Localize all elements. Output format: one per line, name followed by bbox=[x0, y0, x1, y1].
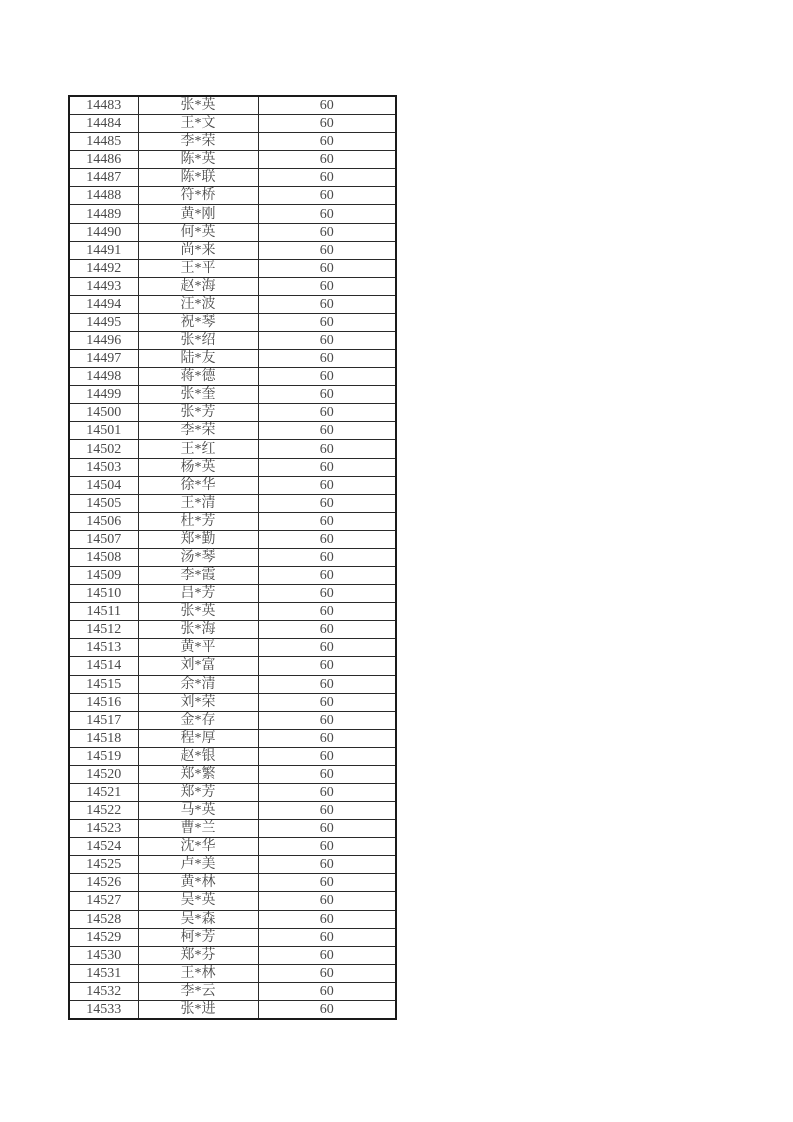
cell-score: 60 bbox=[258, 747, 396, 765]
cell-name: 王*清 bbox=[138, 494, 258, 512]
cell-id: 14524 bbox=[69, 838, 138, 856]
cell-score: 60 bbox=[258, 711, 396, 729]
cell-name: 郑*芳 bbox=[138, 783, 258, 801]
cell-score: 60 bbox=[258, 621, 396, 639]
cell-id: 14519 bbox=[69, 747, 138, 765]
cell-name: 王*林 bbox=[138, 964, 258, 982]
cell-id: 14532 bbox=[69, 982, 138, 1000]
cell-name: 张*进 bbox=[138, 1000, 258, 1019]
cell-id: 14517 bbox=[69, 711, 138, 729]
score-table-body bbox=[69, 96, 396, 1019]
cell-name: 李*荣 bbox=[138, 422, 258, 440]
cell-id: 14491 bbox=[69, 241, 138, 259]
cell-score: 60 bbox=[258, 241, 396, 259]
table-row bbox=[69, 422, 396, 440]
cell-score: 60 bbox=[258, 151, 396, 169]
cell-name: 李*云 bbox=[138, 982, 258, 1000]
cell-id: 14508 bbox=[69, 548, 138, 566]
table-row bbox=[69, 96, 396, 115]
table-row bbox=[69, 982, 396, 1000]
cell-id: 14523 bbox=[69, 820, 138, 838]
cell-id: 14512 bbox=[69, 621, 138, 639]
cell-score: 60 bbox=[258, 1000, 396, 1019]
table-row bbox=[69, 675, 396, 693]
cell-id: 14490 bbox=[69, 223, 138, 241]
table-row bbox=[69, 964, 396, 982]
cell-id: 14510 bbox=[69, 585, 138, 603]
cell-id: 14531 bbox=[69, 964, 138, 982]
table-row bbox=[69, 729, 396, 747]
table-row bbox=[69, 259, 396, 277]
cell-score: 60 bbox=[258, 765, 396, 783]
table-row bbox=[69, 657, 396, 675]
cell-id: 14533 bbox=[69, 1000, 138, 1019]
table-row bbox=[69, 820, 396, 838]
table-row bbox=[69, 585, 396, 603]
table-row bbox=[69, 802, 396, 820]
cell-id: 14505 bbox=[69, 494, 138, 512]
table-row bbox=[69, 476, 396, 494]
cell-score: 60 bbox=[258, 476, 396, 494]
table-row bbox=[69, 386, 396, 404]
cell-score: 60 bbox=[258, 603, 396, 621]
cell-id: 14513 bbox=[69, 639, 138, 657]
cell-id: 14526 bbox=[69, 874, 138, 892]
cell-id: 14528 bbox=[69, 910, 138, 928]
table-row bbox=[69, 711, 396, 729]
cell-score: 60 bbox=[258, 946, 396, 964]
cell-name: 金*存 bbox=[138, 711, 258, 729]
cell-name: 符*桥 bbox=[138, 187, 258, 205]
cell-score: 60 bbox=[258, 585, 396, 603]
cell-name: 陆*友 bbox=[138, 350, 258, 368]
cell-name: 李*霞 bbox=[138, 567, 258, 585]
table-row bbox=[69, 205, 396, 223]
table-row bbox=[69, 277, 396, 295]
cell-id: 14506 bbox=[69, 512, 138, 530]
cell-score: 60 bbox=[258, 783, 396, 801]
table-row bbox=[69, 313, 396, 331]
cell-id: 14507 bbox=[69, 530, 138, 548]
cell-id: 14483 bbox=[69, 96, 138, 115]
cell-score: 60 bbox=[258, 313, 396, 331]
cell-name: 吴*森 bbox=[138, 910, 258, 928]
cell-name: 郑*勤 bbox=[138, 530, 258, 548]
cell-score: 60 bbox=[258, 964, 396, 982]
cell-name: 尚*来 bbox=[138, 241, 258, 259]
cell-score: 60 bbox=[258, 838, 396, 856]
cell-id: 14502 bbox=[69, 440, 138, 458]
cell-score: 60 bbox=[258, 133, 396, 151]
cell-score: 60 bbox=[258, 115, 396, 133]
cell-name: 卢*美 bbox=[138, 856, 258, 874]
cell-name: 王*文 bbox=[138, 115, 258, 133]
cell-id: 14495 bbox=[69, 313, 138, 331]
cell-id: 14525 bbox=[69, 856, 138, 874]
cell-score: 60 bbox=[258, 657, 396, 675]
table-row bbox=[69, 530, 396, 548]
cell-name: 张*海 bbox=[138, 621, 258, 639]
cell-id: 14484 bbox=[69, 115, 138, 133]
cell-score: 60 bbox=[258, 530, 396, 548]
cell-name: 赵*银 bbox=[138, 747, 258, 765]
cell-id: 14499 bbox=[69, 386, 138, 404]
cell-name: 黄*刚 bbox=[138, 205, 258, 223]
table-row bbox=[69, 567, 396, 585]
table-row bbox=[69, 892, 396, 910]
cell-score: 60 bbox=[258, 205, 396, 223]
cell-id: 14496 bbox=[69, 332, 138, 350]
cell-score: 60 bbox=[258, 512, 396, 530]
cell-name: 吴*英 bbox=[138, 892, 258, 910]
cell-name: 沈*华 bbox=[138, 838, 258, 856]
cell-score: 60 bbox=[258, 223, 396, 241]
cell-score: 60 bbox=[258, 494, 396, 512]
table-row bbox=[69, 621, 396, 639]
cell-id: 14527 bbox=[69, 892, 138, 910]
cell-name: 陈*联 bbox=[138, 169, 258, 187]
table-row bbox=[69, 241, 396, 259]
cell-score: 60 bbox=[258, 639, 396, 657]
table-row bbox=[69, 151, 396, 169]
cell-name: 杜*芳 bbox=[138, 512, 258, 530]
cell-id: 14488 bbox=[69, 187, 138, 205]
cell-score: 60 bbox=[258, 440, 396, 458]
cell-score: 60 bbox=[258, 332, 396, 350]
cell-name: 何*英 bbox=[138, 223, 258, 241]
table-row bbox=[69, 693, 396, 711]
cell-score: 60 bbox=[258, 928, 396, 946]
table-row bbox=[69, 946, 396, 964]
cell-name: 程*厚 bbox=[138, 729, 258, 747]
cell-name: 汪*波 bbox=[138, 295, 258, 313]
table-row bbox=[69, 404, 396, 422]
cell-id: 14493 bbox=[69, 277, 138, 295]
cell-score: 60 bbox=[258, 277, 396, 295]
cell-id: 14530 bbox=[69, 946, 138, 964]
table-row bbox=[69, 928, 396, 946]
cell-score: 60 bbox=[258, 675, 396, 693]
cell-name: 赵*海 bbox=[138, 277, 258, 295]
cell-id: 14511 bbox=[69, 603, 138, 621]
cell-id: 14529 bbox=[69, 928, 138, 946]
cell-name: 柯*芳 bbox=[138, 928, 258, 946]
cell-name: 吕*芳 bbox=[138, 585, 258, 603]
cell-name: 杨*英 bbox=[138, 458, 258, 476]
table-row bbox=[69, 332, 396, 350]
table-row bbox=[69, 223, 396, 241]
cell-score: 60 bbox=[258, 856, 396, 874]
cell-score: 60 bbox=[258, 910, 396, 928]
cell-name: 黄*平 bbox=[138, 639, 258, 657]
table-row bbox=[69, 603, 396, 621]
cell-score: 60 bbox=[258, 820, 396, 838]
cell-id: 14504 bbox=[69, 476, 138, 494]
cell-score: 60 bbox=[258, 892, 396, 910]
cell-id: 14497 bbox=[69, 350, 138, 368]
table-row bbox=[69, 494, 396, 512]
cell-score: 60 bbox=[258, 802, 396, 820]
table-row bbox=[69, 440, 396, 458]
table-row bbox=[69, 765, 396, 783]
cell-name: 张*绍 bbox=[138, 332, 258, 350]
cell-name: 张*芳 bbox=[138, 404, 258, 422]
cell-score: 60 bbox=[258, 567, 396, 585]
table-row bbox=[69, 187, 396, 205]
table-row bbox=[69, 838, 396, 856]
table-row bbox=[69, 133, 396, 151]
cell-name: 张*英 bbox=[138, 96, 258, 115]
cell-name: 黄*林 bbox=[138, 874, 258, 892]
score-table bbox=[68, 95, 397, 1020]
cell-id: 14515 bbox=[69, 675, 138, 693]
cell-name: 徐*华 bbox=[138, 476, 258, 494]
cell-name: 张*英 bbox=[138, 603, 258, 621]
cell-score: 60 bbox=[258, 96, 396, 115]
table-row bbox=[69, 115, 396, 133]
cell-id: 14498 bbox=[69, 368, 138, 386]
cell-name: 曹*兰 bbox=[138, 820, 258, 838]
cell-name: 余*清 bbox=[138, 675, 258, 693]
cell-id: 14518 bbox=[69, 729, 138, 747]
table-row bbox=[69, 747, 396, 765]
cell-name: 郑*芬 bbox=[138, 946, 258, 964]
table-row bbox=[69, 910, 396, 928]
cell-name: 蒋*德 bbox=[138, 368, 258, 386]
cell-score: 60 bbox=[258, 548, 396, 566]
cell-id: 14500 bbox=[69, 404, 138, 422]
table-row bbox=[69, 512, 396, 530]
cell-id: 14494 bbox=[69, 295, 138, 313]
cell-id: 14492 bbox=[69, 259, 138, 277]
cell-id: 14516 bbox=[69, 693, 138, 711]
table-row bbox=[69, 368, 396, 386]
cell-name: 陈*英 bbox=[138, 151, 258, 169]
table-row bbox=[69, 458, 396, 476]
cell-name: 刘*富 bbox=[138, 657, 258, 675]
cell-name: 汤*琴 bbox=[138, 548, 258, 566]
cell-score: 60 bbox=[258, 368, 396, 386]
cell-name: 郑*繁 bbox=[138, 765, 258, 783]
cell-name: 刘*荣 bbox=[138, 693, 258, 711]
cell-score: 60 bbox=[258, 404, 396, 422]
cell-id: 14522 bbox=[69, 802, 138, 820]
cell-id: 14489 bbox=[69, 205, 138, 223]
cell-id: 14503 bbox=[69, 458, 138, 476]
table-row bbox=[69, 548, 396, 566]
cell-score: 60 bbox=[258, 693, 396, 711]
cell-id: 14485 bbox=[69, 133, 138, 151]
cell-id: 14486 bbox=[69, 151, 138, 169]
cell-score: 60 bbox=[258, 386, 396, 404]
table-row bbox=[69, 639, 396, 657]
cell-name: 张*奎 bbox=[138, 386, 258, 404]
cell-score: 60 bbox=[258, 874, 396, 892]
cell-score: 60 bbox=[258, 422, 396, 440]
cell-name: 王*红 bbox=[138, 440, 258, 458]
cell-score: 60 bbox=[258, 350, 396, 368]
cell-name: 王*平 bbox=[138, 259, 258, 277]
cell-score: 60 bbox=[258, 169, 396, 187]
cell-name: 马*英 bbox=[138, 802, 258, 820]
cell-score: 60 bbox=[258, 295, 396, 313]
cell-id: 14501 bbox=[69, 422, 138, 440]
cell-score: 60 bbox=[258, 187, 396, 205]
table-row bbox=[69, 295, 396, 313]
cell-id: 14514 bbox=[69, 657, 138, 675]
cell-id: 14520 bbox=[69, 765, 138, 783]
cell-id: 14521 bbox=[69, 783, 138, 801]
table-row bbox=[69, 856, 396, 874]
cell-score: 60 bbox=[258, 259, 396, 277]
table-row bbox=[69, 783, 396, 801]
cell-score: 60 bbox=[258, 458, 396, 476]
table-row bbox=[69, 874, 396, 892]
table-row bbox=[69, 1000, 396, 1019]
table-row bbox=[69, 350, 396, 368]
cell-name: 李*荣 bbox=[138, 133, 258, 151]
cell-id: 14487 bbox=[69, 169, 138, 187]
cell-score: 60 bbox=[258, 729, 396, 747]
cell-name: 祝*琴 bbox=[138, 313, 258, 331]
cell-id: 14509 bbox=[69, 567, 138, 585]
table-row bbox=[69, 169, 396, 187]
cell-score: 60 bbox=[258, 982, 396, 1000]
